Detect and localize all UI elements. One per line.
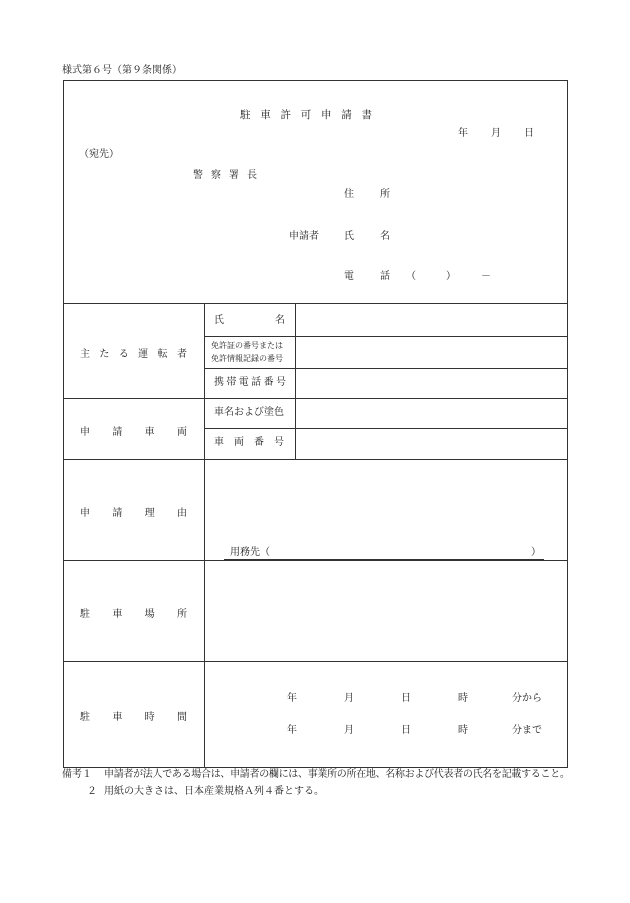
label-char: 両	[234, 437, 244, 448]
vehicle-model-color-label: 車名および塗色	[214, 407, 284, 418]
label-char: 電	[344, 271, 354, 282]
date-month: 月	[491, 128, 501, 139]
divider-applicant	[63, 303, 567, 304]
vehicle-section-label	[80, 428, 187, 438]
divider-label-column	[204, 303, 205, 767]
to-month: 月	[344, 725, 354, 736]
label-char: 駐	[80, 712, 90, 723]
date-day: 日	[524, 128, 534, 139]
title-char: 車	[260, 109, 271, 121]
label-char: 氏	[214, 315, 224, 326]
to-year: 年	[287, 725, 297, 736]
applicant-label: 申請者	[289, 231, 319, 242]
applicant-name-label	[344, 232, 390, 242]
label-char: 場	[144, 609, 155, 620]
destination-close: ）	[531, 547, 541, 558]
title-char: 申	[321, 109, 332, 121]
date-year: 年	[458, 128, 468, 139]
divider-driver-name	[204, 336, 567, 337]
phone-dash: －	[481, 271, 491, 282]
addressee-char: 警	[193, 170, 203, 181]
form-number: 様式第６号（第９条関係）	[62, 65, 182, 76]
applicant-phone-label	[344, 272, 390, 282]
label-char: 所	[176, 609, 187, 620]
addressee-char: 長	[247, 170, 257, 181]
vehicle-number-label	[214, 438, 284, 448]
title-char: 許	[280, 109, 291, 121]
reason-section-label	[80, 509, 187, 519]
from-year: 年	[287, 693, 297, 704]
label-char: 運	[138, 349, 149, 360]
divider-driver	[63, 398, 567, 399]
divider-driver-license	[204, 368, 567, 369]
from-hour: 時	[458, 693, 468, 704]
label-char: 住	[344, 189, 354, 200]
title-char: 可	[300, 109, 312, 121]
divider-vehicle-model	[204, 428, 567, 429]
label-char: 申	[80, 508, 90, 519]
label-char: 申	[80, 427, 90, 438]
addressee-char: 署	[229, 170, 239, 181]
label-char: 号	[275, 377, 286, 388]
divider-vehicle	[63, 459, 567, 460]
license-label-line1: 免許証の番号または	[211, 341, 283, 350]
note1-label: 備考１	[62, 769, 92, 780]
note2-text: 用紙の大きさは、日本産業規格Ａ列４番とする。	[104, 786, 324, 797]
label-char: 両	[176, 427, 187, 438]
title-char: 書	[361, 109, 372, 121]
label-char: 番	[254, 437, 264, 448]
destination-label: 用務先（	[230, 547, 270, 558]
label-char: 話	[251, 377, 262, 388]
label-char: 号	[274, 437, 284, 448]
mobile-phone-label	[214, 378, 286, 388]
to-minute: 分まで	[512, 725, 542, 736]
label-char: 駐	[80, 609, 90, 620]
label-char: 名	[275, 315, 285, 326]
label-char: 請	[112, 508, 123, 519]
label-char: 者	[176, 349, 187, 360]
label-char: 話	[380, 271, 390, 282]
driver-section-label	[80, 350, 187, 360]
form-frame	[63, 80, 568, 768]
addressee	[193, 171, 257, 181]
label-char: 理	[144, 508, 155, 519]
label-char: た	[99, 349, 110, 360]
label-char: 主	[80, 349, 90, 360]
label-char: 車	[112, 712, 123, 723]
label-char: 電	[238, 377, 249, 388]
divider-field-column	[295, 303, 296, 460]
note2-label: ２	[87, 786, 97, 797]
phone-close-paren: ）	[446, 271, 456, 282]
label-char: 車	[112, 609, 123, 620]
divider-location	[63, 661, 567, 662]
phone-open-paren: （	[406, 271, 416, 282]
time-section-label	[80, 713, 187, 723]
note1-text: 申請者が法人である場合は、申請者の欄には、事業所の所在地、名称および代表者の氏名を記載すること。	[104, 769, 570, 780]
addressee-char: 察	[211, 170, 221, 181]
label-char: 請	[112, 427, 123, 438]
label-char: 携	[214, 377, 224, 388]
driver-name-label	[214, 316, 285, 326]
from-month: 月	[344, 693, 354, 704]
title-char: 駐	[240, 109, 251, 121]
from-minute: 分から	[512, 693, 542, 704]
label-char: 車	[144, 427, 155, 438]
form-title	[240, 110, 372, 121]
label-char: る	[118, 349, 129, 360]
title-char: 請	[341, 109, 352, 121]
label-char: 所	[380, 189, 390, 200]
label-char: 車	[214, 437, 224, 448]
label-char: 番	[263, 377, 274, 388]
divider-reason	[63, 560, 567, 561]
label-char: 由	[176, 508, 187, 519]
to-hour: 時	[458, 725, 468, 736]
addressee-prefix: （宛先）	[79, 149, 119, 160]
label-char: 帯	[226, 377, 237, 388]
label-char: 名	[380, 231, 390, 242]
applicant-address-label	[344, 190, 390, 200]
label-char: 間	[176, 712, 187, 723]
label-char: 時	[144, 712, 155, 723]
license-label-line2: 免許情報記録の番号	[211, 354, 283, 363]
label-char: 転	[157, 349, 168, 360]
from-day: 日	[401, 693, 411, 704]
label-char: 氏	[344, 231, 354, 242]
to-day: 日	[401, 725, 411, 736]
location-section-label	[80, 610, 187, 620]
